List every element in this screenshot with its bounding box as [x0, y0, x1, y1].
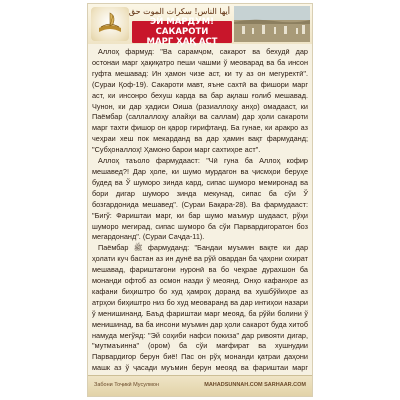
paragraph: Паёмбар ﷺ фармуданд: "Бандаи муъмин вақте ки дар ҳолати куч бастан аз ин дунё ва рўй овардан ба ҷаҳони охират мешавад, фариштагони нуронӣ ва бо чеҳрае дурахшон ба монанди офтоб аз осмон назди ў меоянд. Онҳо кафанҳое аз кафани биҳиштро бо худ ҳамроҳ доранд ва хушбўйиҳое аз атрҳои биҳиштро низ бо худ меоваранд ва дар интиҳои назари ў менишинанд. Баъд фариштаи марг меояд, ба рўйи болини ў менишинад, ва ба инсони муъмин дар ҳоли сакарот буда хитоб намуда мегўяд: "Эй соҳиби нафси покиза" дар ривояти дигар, "мутмаъинна" (ором) ба сўи мағфират ва хушнудии Парвардигор берун биё! Пас он рўҳ монанди қатраи даҳони машк аз ў ҷасади муъмин берун меояд ва фариштаи марг — [92, 243, 309, 373]
article-body — [92, 47, 308, 375]
header-banner — [88, 4, 312, 47]
poster — [87, 3, 313, 397]
footer-caption: Забони Тоҷикӣ Мусулмон — [94, 382, 159, 388]
cemetery-photo — [234, 6, 310, 42]
footer-websites: MAHADSUNNAH.COM SARHAAR.COM — [204, 382, 306, 388]
paragraph: Аллоҳ фармуд: "Ва сарамҷом, сакарот ва бехудӣ дар остонаи марг ҳақиқатро пеши чашми ў меоварад ва ба инсон гуфта мешавад: Ин ҳамон чизе аст, ки ту аз он мегурехтӣ". (Сураи Қоф-19). Сакароти мавт, яъне сахтӣ ва фишори марг аст, ки инсонро бехуш карда ва бар ақлаш ғолиб мешавад. Чунон, ки дар ҳадиси Оиша (разиаллоҳу анҳо) омадааст, ки Паёмбар (саллаллоҳу алайҳи ва саллам) дар ҳоли сакароти марг тахти фишор он қарор гирифтанд. Ба гунае, ки аракро аз чеҳраи хеш пок мекарданд ва дар ҳамин вақт фармуданд; "Субҳоналлоҳ! Ҳамоно барои марг сахтиҳое аст". — [92, 47, 308, 155]
book-quill-icon — [95, 10, 125, 38]
title-line-1: ЭЙ МАРДУМ! САКАРОТИ — [149, 17, 215, 37]
footer-bar — [88, 375, 312, 396]
arabic-heading: أيها الناس! سكرات الموت حق — [128, 7, 230, 16]
paragraph: Аллоҳ таъоло фармудааст: "Чӣ гуна ба Аллоҳ кофир мешавед?! Дар ҳоле, ки шумо мурдагон ва ҷисмҳои беруҳе будед ва Ў шуморо зинда кард, сипас шуморо мемиронад ва бори дигар шуморо зинда мекунад, сипас ба сўи Ў бозгардонида мешавед". (Сураи Бақара-28). Ва фармудааст: "Бигў: Фариштаи марг, ки бар шумо маъмур шудааст, рўҳи шуморо мегирад, сипас шуморо ба сўи Парвардигоратон боз мегардонанд". (Сураи Саҷда-11). — [92, 156, 308, 242]
title-line-2: МАРГ ҲАҚ АСТ — [146, 37, 218, 47]
landscape-image — [234, 6, 310, 42]
logo — [91, 7, 129, 41]
title-banner — [132, 17, 232, 47]
